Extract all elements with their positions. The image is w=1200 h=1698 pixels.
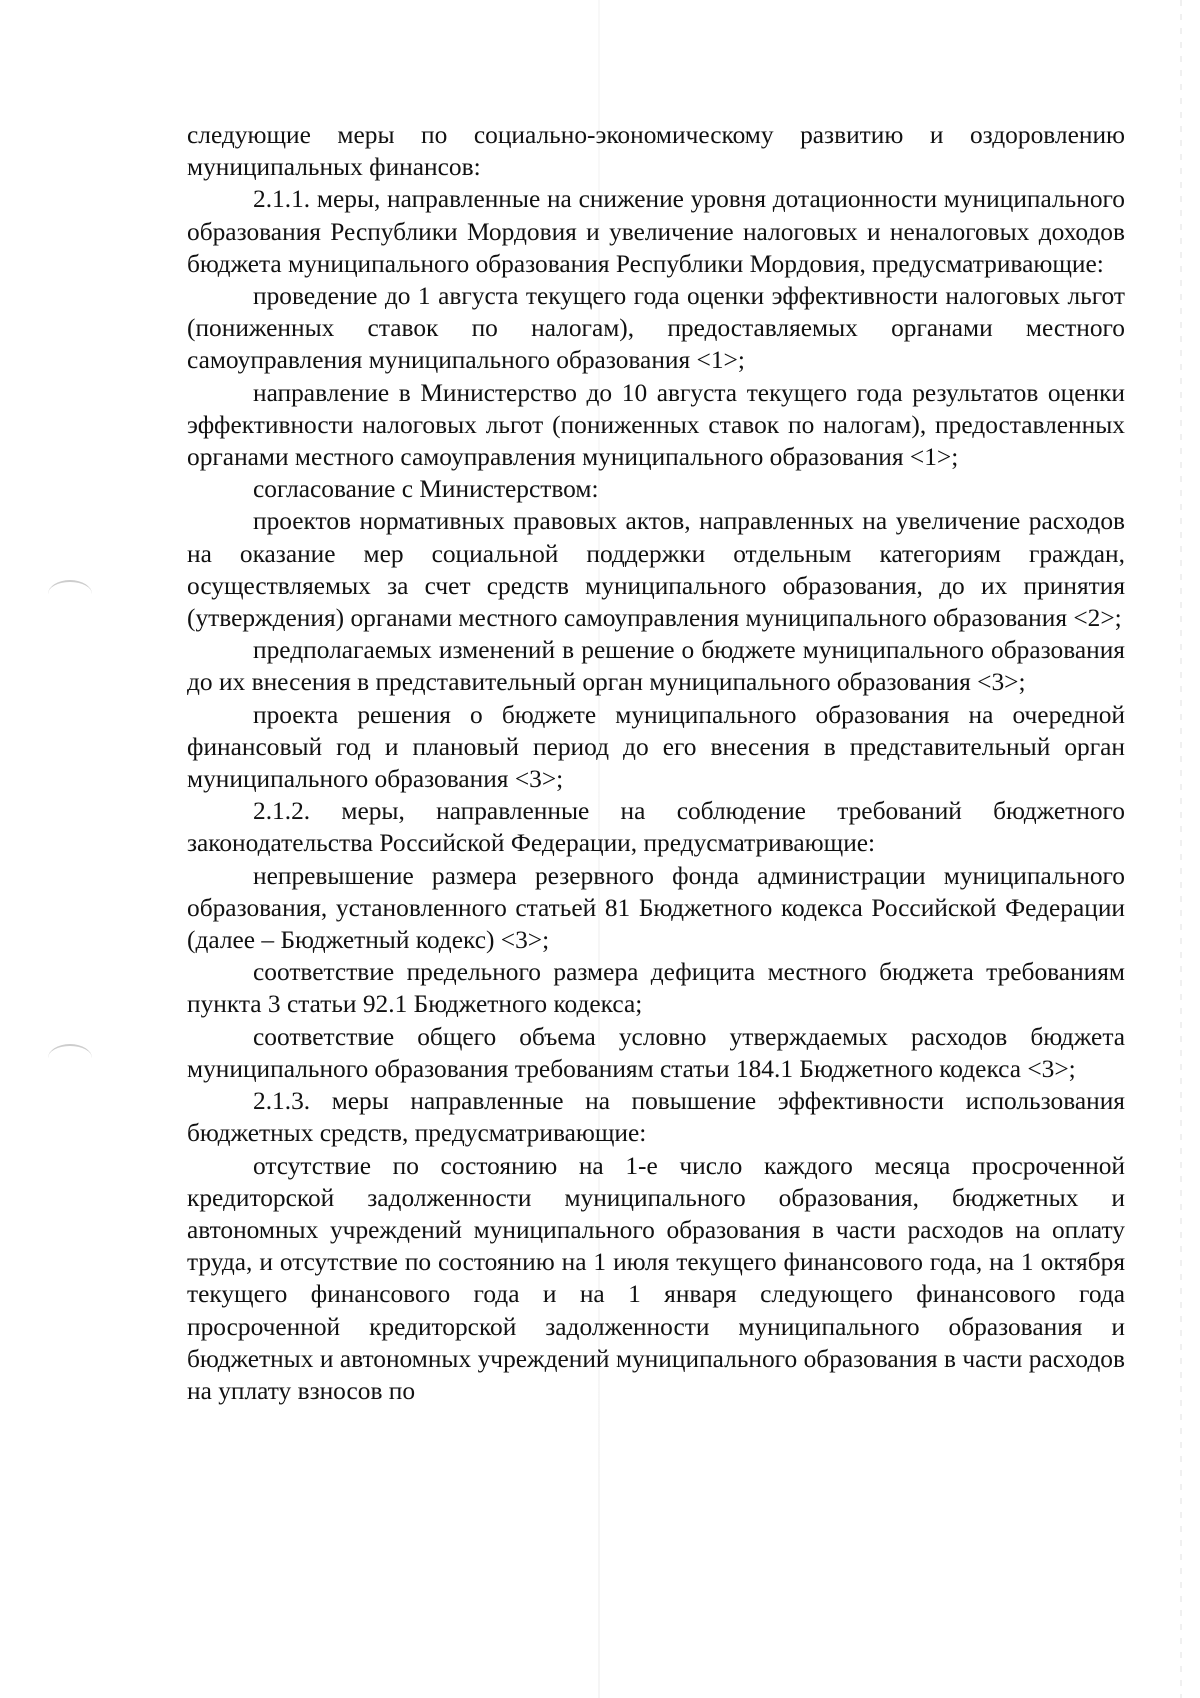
paragraph: проекта решения о бюджете муниципального образования на очередной финансовый год и плановый период до его внесения в представительный орган муниципального образования <3>; (187, 700, 1125, 794)
punch-hole-mark (48, 580, 92, 608)
punch-hole-mark (48, 1044, 92, 1072)
paragraph: согласование с Министерством: (253, 475, 599, 504)
document-body (187, 119, 1125, 1407)
paragraph: 2.1.3. меры направленные на повышение эффективности использования бюджетных средств, предусматривающие: (187, 1087, 1125, 1148)
paragraph: предполагаемых изменений в решение о бюджете муниципального образования до их внесения в представительный орган муниципального образования <3>; (187, 636, 1125, 697)
scan-edge-marks (1180, 0, 1182, 1698)
paragraph: направление в Министерство до 10 августа текущего года результатов оценки эффективности налоговых льгот (пониженных ставок по налогам), предоставленных органами местного самоуправления муниципального образования <1>; (187, 378, 1125, 472)
paragraph: соответствие общего объема условно утверждаемых расходов бюджета муниципального образования требованиям статьи 184.1 Бюджетного кодекса <3>; (187, 1022, 1125, 1083)
paragraph: следующие меры по социально-экономическому развитию и оздоровлению муниципальных финансов: (187, 121, 1125, 182)
paragraph: проведение до 1 августа текущего года оценки эффективности налоговых льгот (пониженных ставок по налогам), предоставляемых органами местного самоуправления муниципального образования <1>; (187, 282, 1125, 375)
paragraph: проектов нормативных правовых актов, направленных на увеличение расходов на оказание мер социальной поддержки отдельным категориям граждан, осуществляемых за счет средств муниципального образования, до их принятия (утверждения) органами местного самоуправления муниципального образования <2>; (187, 507, 1125, 633)
paragraph: непревышение размера резервного фонда администрации муниципального образования, установленного статьей 81 Бюджетного кодекса Российской Федерации (далее – Бюджетный кодекс) <3>; (187, 861, 1125, 955)
paragraph: 2.1.2. меры, направленные на соблюдение требований бюджетного законодательства Российской Федерации, предусматривающие: (187, 797, 1125, 858)
paragraph: отсутствие по состоянию на 1-е число каждого месяца просроченной кредиторской задолженности муниципального образования, бюджетных и автономных учреждений муниципального образования в части расходов на оплату труда, и отсутствие по состоянию на 1 июля текущего финансового года, на 1 октября текущего финансового года и на 1 января следующего финансового года просроченной кредиторской задолженности муниципального образования и бюджетных и автономных учреждений муниципального образования в части расходов на уплату взносов по (187, 1151, 1125, 1405)
paragraph: 2.1.1. меры, направленные на снижение уровня дотационности муниципального образования Республики Мордовия и увеличение налоговых и неналоговых доходов бюджета муниципального образования Республики Мордовия, предусматривающие: (187, 185, 1125, 278)
paragraph: соответствие предельного размера дефицита местного бюджета требованиям пункта 3 статьи 92.1 Бюджетного кодекса; (187, 958, 1125, 1019)
